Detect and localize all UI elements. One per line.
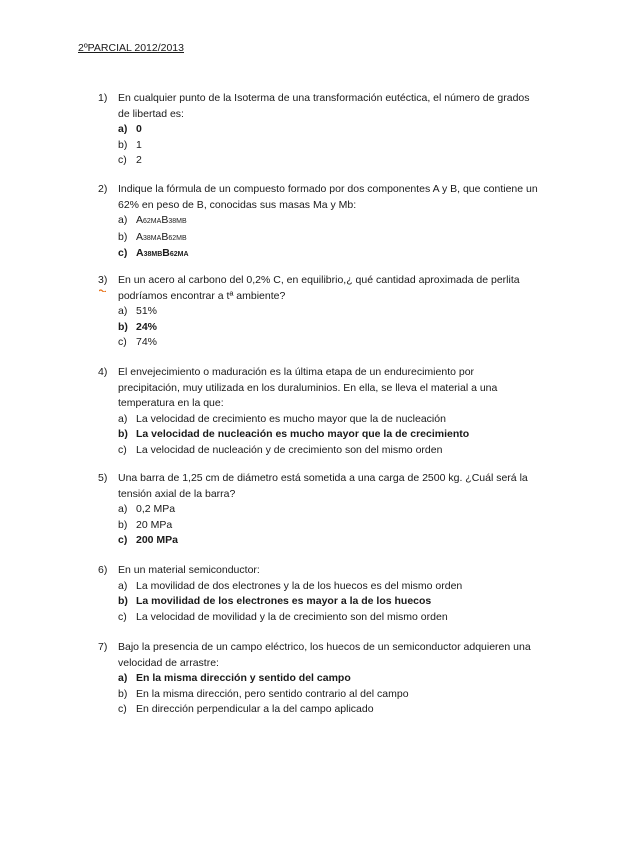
question-3 [98, 273, 538, 351]
option-a [98, 671, 538, 687]
option-text: La movilidad de dos electrones y la de los huecos es del mismo orden [136, 579, 463, 592]
option-letter: a) [118, 579, 128, 592]
option-letter: a) [118, 123, 128, 135]
option-letter: b) [118, 230, 128, 243]
question-text: En cualquier punto de la Isoterma de una transformación eutéctica, el número de grados de libertad es: [118, 92, 530, 120]
question-1 [98, 91, 538, 169]
page-title: 2ºPARCIAL 2012/2013 [78, 42, 184, 54]
question-2 [98, 182, 538, 263]
question-text: En un acero al carbono del 0,2% C, en equilibrio,¿ qué cantidad aproximada de perlita podríamos encontrar a tª ambiente? [118, 274, 520, 302]
formula: A62MAB38MB [136, 214, 187, 226]
option-text: 200 MPa [136, 534, 179, 546]
question-text: Bajo la presencia de un campo eléctrico, los huecos de un semiconductor adquieren una velocidad de arrastre: [118, 641, 531, 669]
option-letter: a) [118, 672, 128, 684]
option-text: 51% [136, 305, 158, 317]
question-number: 7) [98, 641, 108, 653]
option-a [98, 122, 538, 138]
question-text: Indique la fórmula de un compuesto formado por dos componentes A y B, que contiene un 62% en peso de B, conocidas sus masas Ma y Mb: [118, 183, 538, 211]
question-number: 3) [98, 274, 108, 286]
option-a [98, 213, 538, 230]
option-c [98, 533, 538, 549]
option-text: 24% [136, 320, 158, 333]
option-letter: c) [118, 534, 128, 546]
option-c [98, 246, 538, 263]
option-a [98, 304, 538, 320]
option-letter: b) [118, 595, 128, 607]
option-b [98, 320, 538, 336]
option-c [98, 702, 538, 718]
option-letter: b) [118, 428, 128, 440]
option-text: La velocidad de crecimiento es mucho mayor que la de nucleación [136, 412, 446, 425]
option-text: 0 [136, 123, 142, 135]
question-4 [98, 365, 538, 458]
option-c [98, 443, 538, 459]
question-text: En un material semiconductor: [118, 564, 260, 576]
option-letter: b) [118, 138, 128, 151]
question-6 [98, 563, 538, 625]
question-number: 6) [98, 564, 108, 576]
option-letter: b) [118, 320, 128, 333]
option-letter: b) [118, 687, 128, 700]
option-a [98, 579, 538, 595]
option-letter: b) [118, 518, 128, 531]
option-text: En dirección perpendicular a la del campo aplicado [136, 703, 374, 715]
option-letter: c) [118, 610, 127, 623]
option-text: 0,2 MPa [136, 503, 176, 515]
option-letter: a) [118, 305, 128, 317]
option-b [98, 230, 538, 247]
option-b [98, 687, 538, 703]
option-text: La velocidad de nucleación y de crecimiento son del mismo orden [136, 443, 443, 456]
option-b [98, 427, 538, 443]
question-number: 2) [98, 183, 108, 195]
question-number: 1) [98, 92, 108, 104]
option-letter: c) [118, 443, 127, 456]
option-text: 2 [136, 154, 142, 166]
option-a [98, 502, 538, 518]
option-letter: c) [118, 336, 127, 348]
option-letter: c) [118, 154, 127, 166]
formula: A38MBB62MA [136, 247, 189, 259]
option-b [98, 518, 538, 534]
option-letter: a) [118, 503, 128, 515]
question-number: 4) [98, 366, 108, 378]
option-c [98, 335, 538, 351]
option-b [98, 138, 538, 154]
option-text: 20 MPa [136, 518, 173, 531]
question-text: Una barra de 1,25 cm de diámetro está sometida a una carga de 2500 kg. ¿Cuál será la tensión axial de la barra? [118, 472, 528, 500]
question-5 [98, 471, 538, 549]
option-text: 1 [136, 138, 142, 151]
formula: A38MAB62MB [136, 230, 187, 243]
option-c [98, 153, 538, 169]
option-text: La velocidad de nucleación es mucho mayor que la de crecimiento [136, 428, 470, 440]
question-number: 5) [98, 472, 108, 484]
option-text: La velocidad de movilidad y la de crecimiento son del mismo orden [136, 610, 448, 623]
option-c [98, 610, 538, 626]
option-text: 74% [136, 336, 158, 348]
option-letter: a) [118, 214, 128, 226]
option-a [98, 412, 538, 428]
option-text: En la misma dirección y sentido del campo [136, 672, 351, 684]
option-text: La movilidad de los electrones es mayor a la de los huecos [136, 595, 432, 607]
question-text: El envejecimiento o maduración es la última etapa de un endurecimiento por precipitación, muy utilizada en los duraluminios. En ella, se lleva el material a una temperatura en la que: [118, 366, 498, 409]
question-7 [98, 640, 538, 718]
option-letter: a) [118, 412, 128, 425]
option-letter: c) [118, 247, 128, 259]
option-b [98, 594, 538, 610]
option-text: En la misma dirección, pero sentido contrario al del campo [136, 687, 409, 700]
option-letter: c) [118, 703, 127, 715]
